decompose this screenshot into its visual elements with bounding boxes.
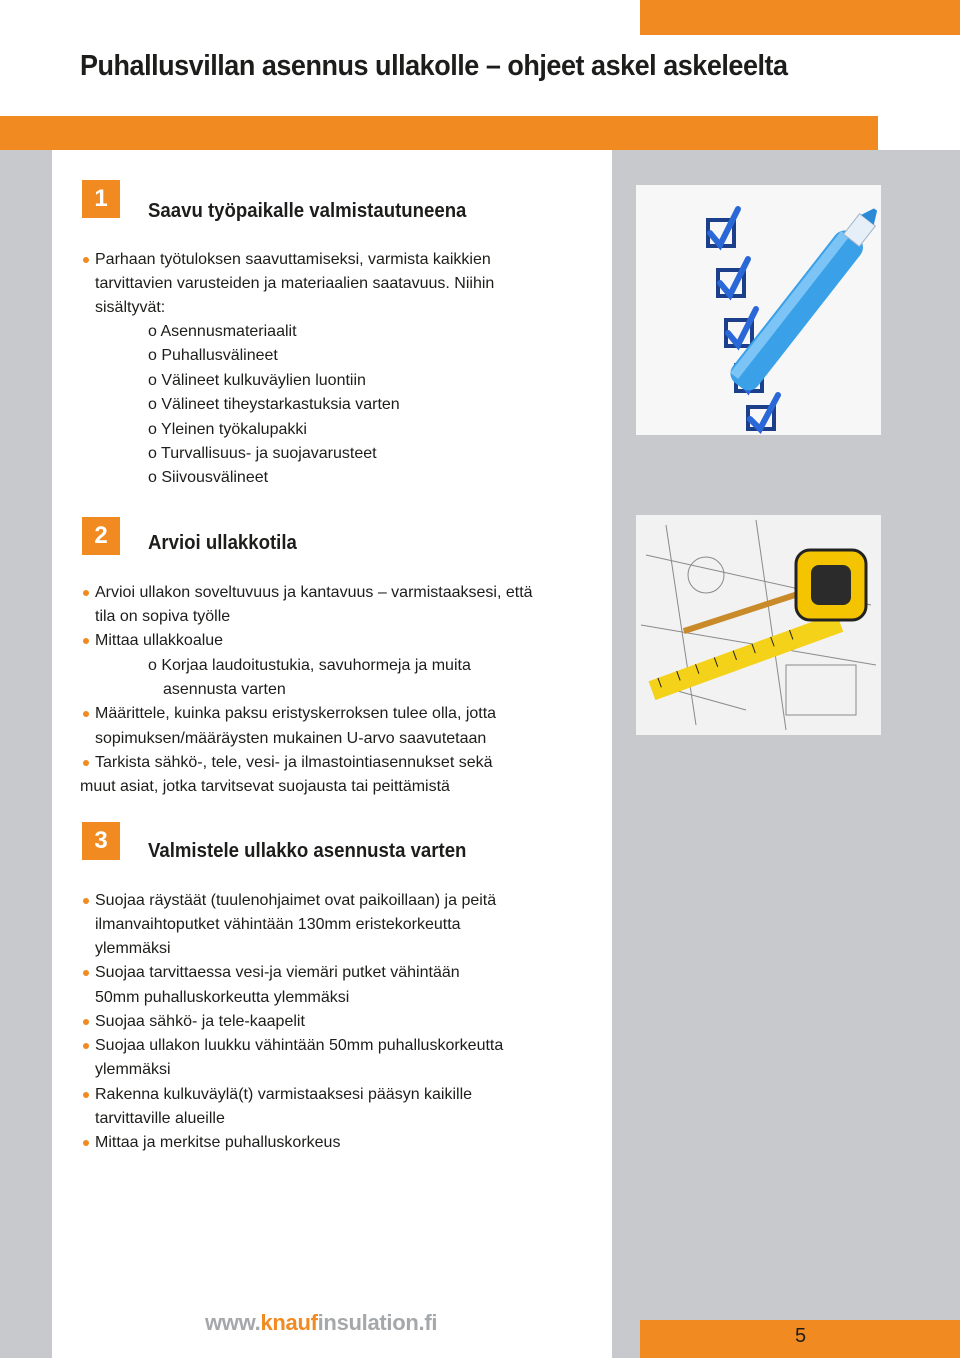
list-item-cont: ylemmäksi	[95, 940, 171, 957]
sub-item: o Välineet tiheystarkastuksia varten	[148, 396, 400, 413]
sub-item: o Välineet kulkuväylien luontiin	[148, 372, 366, 389]
tape-measure-icon	[636, 515, 881, 735]
section-number-3: 3	[82, 822, 120, 860]
list-item-cont: tarvittavien varusteiden ja materiaalien saatavuus. Niihin	[95, 275, 495, 292]
list-item: Suojaa tarvittaessa vesi-ja viemäri putket vähintään	[95, 961, 460, 985]
list-item: Mittaa ullakkoalue	[95, 629, 223, 653]
sub-item: o Asennusmateriaalit	[148, 323, 297, 340]
list-item-cont: 50mm puhalluskorkeutta ylemmäksi	[95, 989, 350, 1006]
list-item-cont: tarvittaville alueille	[95, 1110, 225, 1127]
sub-item: o Puhallusvälineet	[148, 347, 278, 364]
list-item: Mittaa ja merkitse puhalluskorkeus	[95, 1131, 340, 1155]
url-brand: knauf	[260, 1310, 318, 1335]
footer-website-link[interactable]	[205, 1310, 437, 1336]
list-item-cont: sopimuksen/määräysten mukainen U-arvo saavutetaan	[95, 730, 487, 747]
list-item-cont: sisältyvät:	[95, 299, 166, 316]
list-item: Suojaa ullakon luukku vähintään 50mm puhalluskorkeutta	[95, 1034, 503, 1058]
sub-item: o Siivousvälineet	[148, 469, 269, 486]
list-item: Arvioi ullakon soveltuvuus ja kantavuus – varmistaaksesi, että	[95, 581, 533, 605]
sub-item: o Turvallisuus- ja suojavarusteet	[148, 445, 377, 462]
checklist-photo	[636, 185, 881, 435]
page-number: 5	[795, 1325, 807, 1347]
list-item: Parhaan työtuloksen saavuttamiseksi, varmista kaikkien	[95, 248, 491, 272]
list-item-cont: tila on sopiva työlle	[95, 608, 231, 625]
page-title: Puhallusvillan asennus ullakolle – ohjeet askel askeleelta	[80, 50, 788, 82]
sub-item-cont: asennusta varten	[163, 681, 286, 698]
section-heading-1: Saavu työpaikalle valmistautuneena	[148, 200, 467, 222]
list-item-cont: muut asiat, jotka tarvitsevat suojausta tai peittämistä	[80, 778, 450, 795]
list-item-cont: ilmanvaihtoputket vähintään 130mm eristekorkeutta	[95, 916, 461, 933]
section-number-1: 1	[82, 180, 120, 218]
list-item: Rakenna kulkuväylä(t) varmistaaksesi pääsyn kaikille	[95, 1083, 472, 1107]
list-item: Määrittele, kuinka paksu eristyskerroksen tulee olla, jotta	[95, 702, 496, 726]
section-heading-2: Arvioi ullakkotila	[148, 532, 297, 554]
tape-measure-photo	[636, 515, 881, 735]
list-item: Suojaa sähkö- ja tele-kaapelit	[95, 1010, 305, 1034]
sub-item: o Korjaa laudoitustukia, savuhormeja ja muita	[148, 657, 471, 674]
list-item: Tarkista sähkö-, tele, vesi- ja ilmastointiasennukset sekä	[95, 751, 493, 775]
section-number-2: 2	[82, 517, 120, 555]
top-orange-band	[640, 0, 960, 35]
url-suffix: insulation.fi	[317, 1310, 438, 1335]
sub-item: o Yleinen työkalupakki	[148, 421, 307, 438]
left-gray-panel	[0, 150, 52, 1358]
list-item-cont: ylemmäksi	[95, 1061, 171, 1078]
url-prefix: www.	[205, 1310, 261, 1335]
orange-divider-bar	[0, 116, 878, 150]
list-item: Suojaa räystäät (tuulenohjaimet ovat paikoillaan) ja peitä	[95, 889, 496, 913]
checklist-icon	[636, 185, 881, 435]
section-heading-3: Valmistele ullakko asennusta varten	[148, 840, 467, 862]
